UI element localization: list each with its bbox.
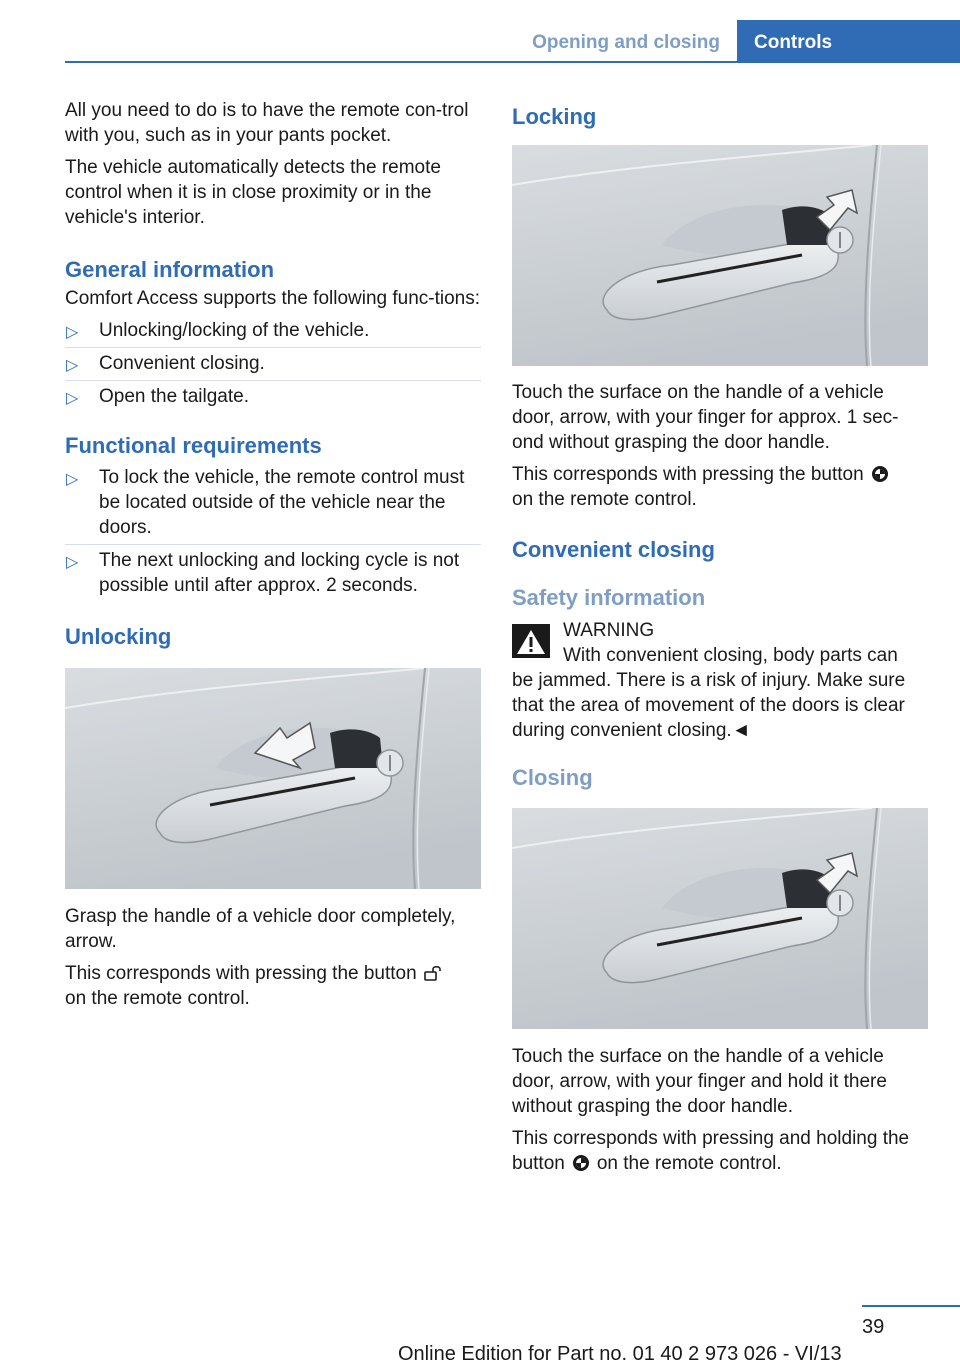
safety-information-heading: Safety information (512, 585, 706, 610)
closing-text-1: Touch the surface on the handle of a vehicle door, arrow, with your finger and hold it there without grasping the door handle. (512, 1046, 887, 1117)
door-handle-image-unlocking (65, 668, 481, 889)
general-information-text: Comfort Access supports the following func-tions: (65, 288, 481, 309)
list-item: ▷ Unlocking/locking of the vehicle. (65, 315, 481, 348)
header-section-title: Opening and closing (532, 32, 720, 53)
list-item: ▷ Open the tailgate. (65, 381, 481, 413)
requirements-list (65, 462, 481, 602)
footer-edition: Online Edition for Part no. 01 40 2 973 026 - VI/13 (398, 1343, 842, 1362)
unlocking-text-2: This corresponds with pressing the button on the remote control. (65, 961, 481, 1011)
locking-text-2: This corresponds with pressing the button on the remote control. (512, 462, 928, 512)
list-item: ▷ Convenient closing. (65, 348, 481, 381)
functions-list (65, 315, 481, 413)
intro-paragraph-1: All you need to do is to have the remote con-trol with you, such as in your pants pocket. (65, 100, 469, 146)
bmw-logo-icon (571, 1154, 591, 1172)
locking-heading: Locking (512, 104, 597, 129)
warning-text-line-1: With convenient closing, body parts can (563, 645, 898, 666)
page-number: 39 (862, 1316, 885, 1338)
header-rule (65, 61, 960, 63)
warning-triangle-icon (512, 624, 550, 658)
list-item: ▷ The next unlocking and locking cycle is not possible until after approx. 2 seconds. (66, 550, 460, 596)
list-item: ▷ To lock the vehicle, the remote control must be located outside of the vehicle near the doors. (65, 462, 481, 545)
closing-text-2: This corresponds with pressing and holding the button on the remote control. (512, 1128, 910, 1174)
left-column (65, 98, 481, 1018)
triangle-right-icon: ▷ (66, 324, 79, 341)
locking-text-1: Touch the surface on the handle of a vehicle door, arrow, with your finger for approx. 1 sec-ond without grasping the door handle. (512, 382, 899, 453)
general-information-heading: General information (65, 257, 275, 282)
warning-block (512, 618, 928, 668)
triangle-right-icon: ▷ (66, 554, 79, 571)
unlock-icon (423, 964, 443, 982)
warning-label: WARNING (563, 620, 655, 641)
door-handle-image-closing (512, 808, 928, 1029)
unlocking-text-1: Grasp the handle of a vehicle door completely, arrow. (65, 906, 456, 952)
closing-heading: Closing (512, 765, 593, 790)
convenient-closing-heading: Convenient closing (512, 537, 715, 562)
bmw-logo-icon (870, 465, 890, 483)
warning-text-body: be jammed. There is a risk of injury. Make sure that the area of movement of the doors is clear during convenient closing.◄ (512, 670, 906, 741)
triangle-right-icon: ▷ (66, 390, 79, 407)
triangle-right-icon: ▷ (66, 471, 79, 488)
header-chapter-tab: Controls (737, 20, 960, 62)
functional-requirements-heading: Functional requirements (65, 433, 322, 458)
unlocking-heading: Unlocking (65, 624, 172, 649)
door-handle-image-locking (512, 145, 928, 366)
right-column (512, 98, 928, 1183)
footer-rule (862, 1305, 960, 1307)
intro-paragraph-2: The vehicle automatically detects the remote control when it is in close proximity or in the vehicle's interior. (65, 157, 441, 228)
triangle-right-icon: ▷ (66, 357, 79, 374)
